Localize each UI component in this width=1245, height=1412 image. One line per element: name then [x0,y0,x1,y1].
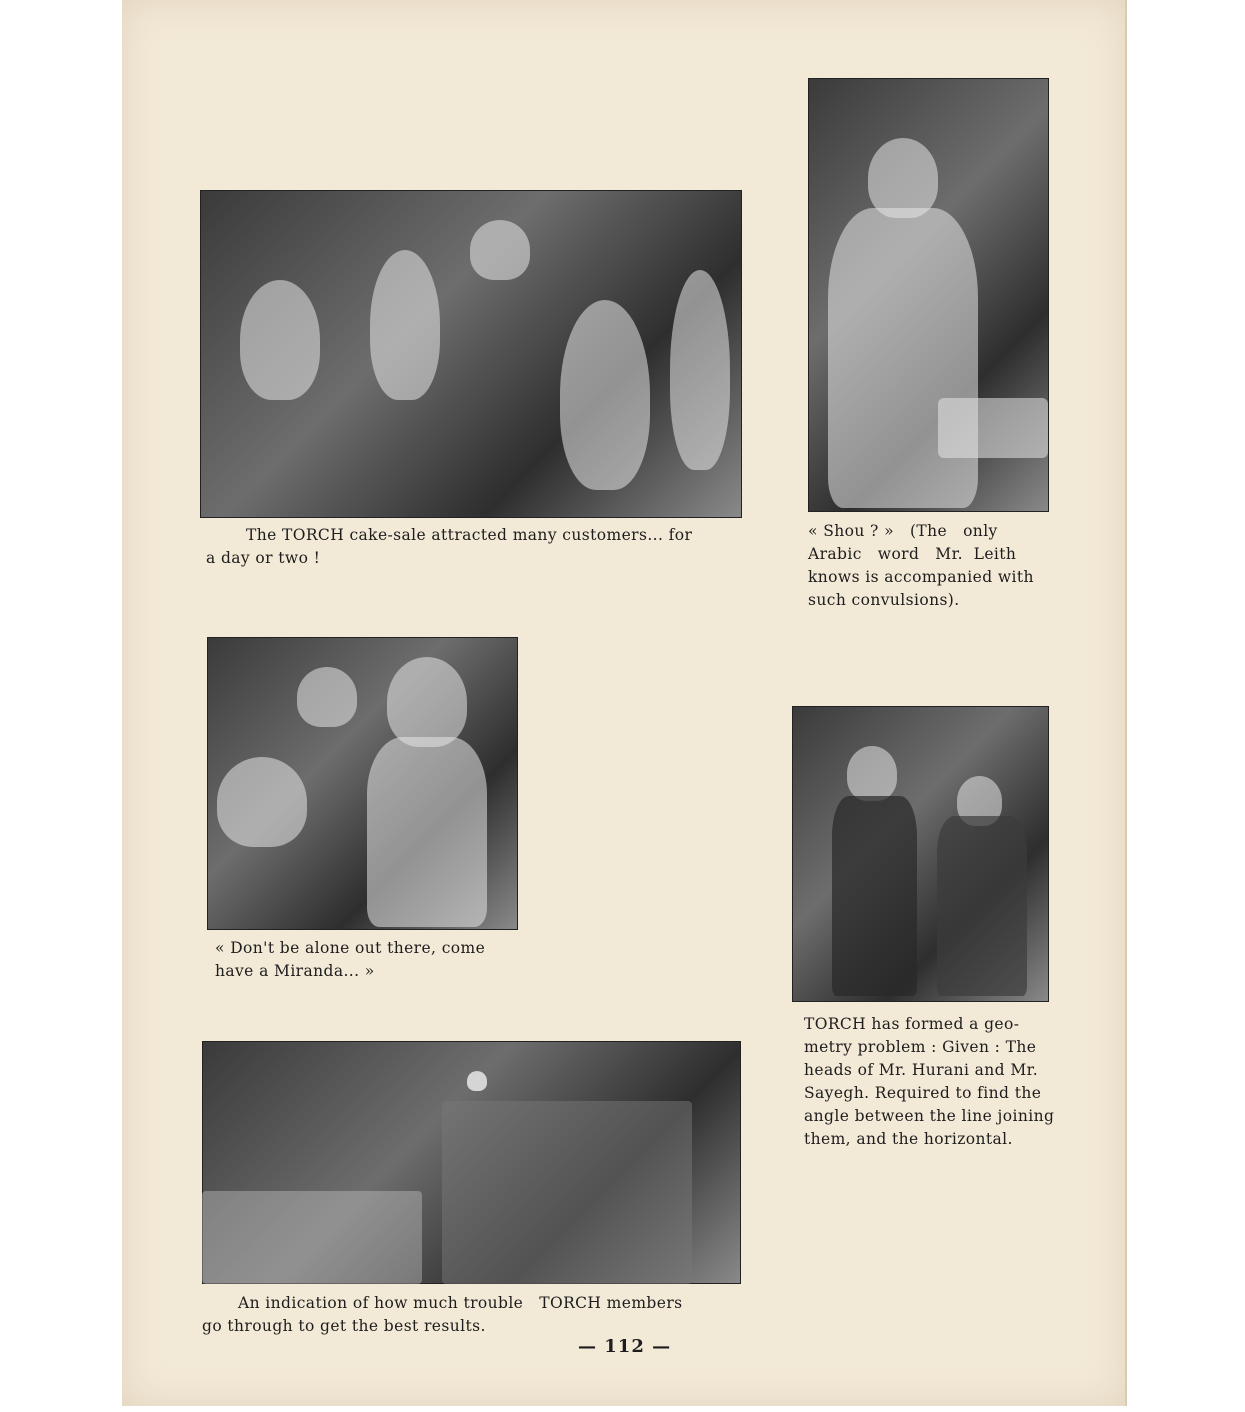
cake-sale-photo [200,190,742,518]
cake-sale-caption [206,524,742,570]
caption-line: go through to get the best results. [202,1317,486,1335]
caption-line: them, and the horizontal. [804,1130,1013,1148]
wiring-photo [202,1041,741,1284]
caption-line: angle between the line joining [804,1107,1055,1125]
hurani-sayegh-photo [792,706,1049,1002]
caption-line: « Shou ? » (The only [808,522,998,540]
caption-line: have a Miranda... » [215,962,375,980]
miranda-photo [207,637,518,930]
caption-line: TORCH has formed a geo- [804,1015,1020,1033]
geometry-caption [804,1013,1057,1151]
caption-line: Sayegh. Required to find the [804,1084,1042,1102]
caption-line: heads of Mr. Hurani and Mr. [804,1061,1039,1079]
book-page [122,0,1127,1406]
page-number: — 112 — [578,1336,672,1357]
caption-line: Arabic word Mr. Leith [808,545,1017,563]
caption-line: An indication of how much trouble TORCH members [238,1294,683,1312]
caption-line: « Don't be alone out there, come [215,939,486,957]
miranda-caption [215,937,515,983]
caption-line: a day or two ! [206,549,321,567]
mr-leith-caption [808,520,1051,612]
caption-line: The TORCH cake-sale attracted many customers... for [246,526,693,544]
caption-line: metry problem : Given : The [804,1038,1037,1056]
mr-leith-photo [808,78,1049,512]
results-caption [202,1292,742,1338]
caption-line: knows is accompanied with [808,568,1034,586]
caption-line: such convulsions). [808,591,960,609]
